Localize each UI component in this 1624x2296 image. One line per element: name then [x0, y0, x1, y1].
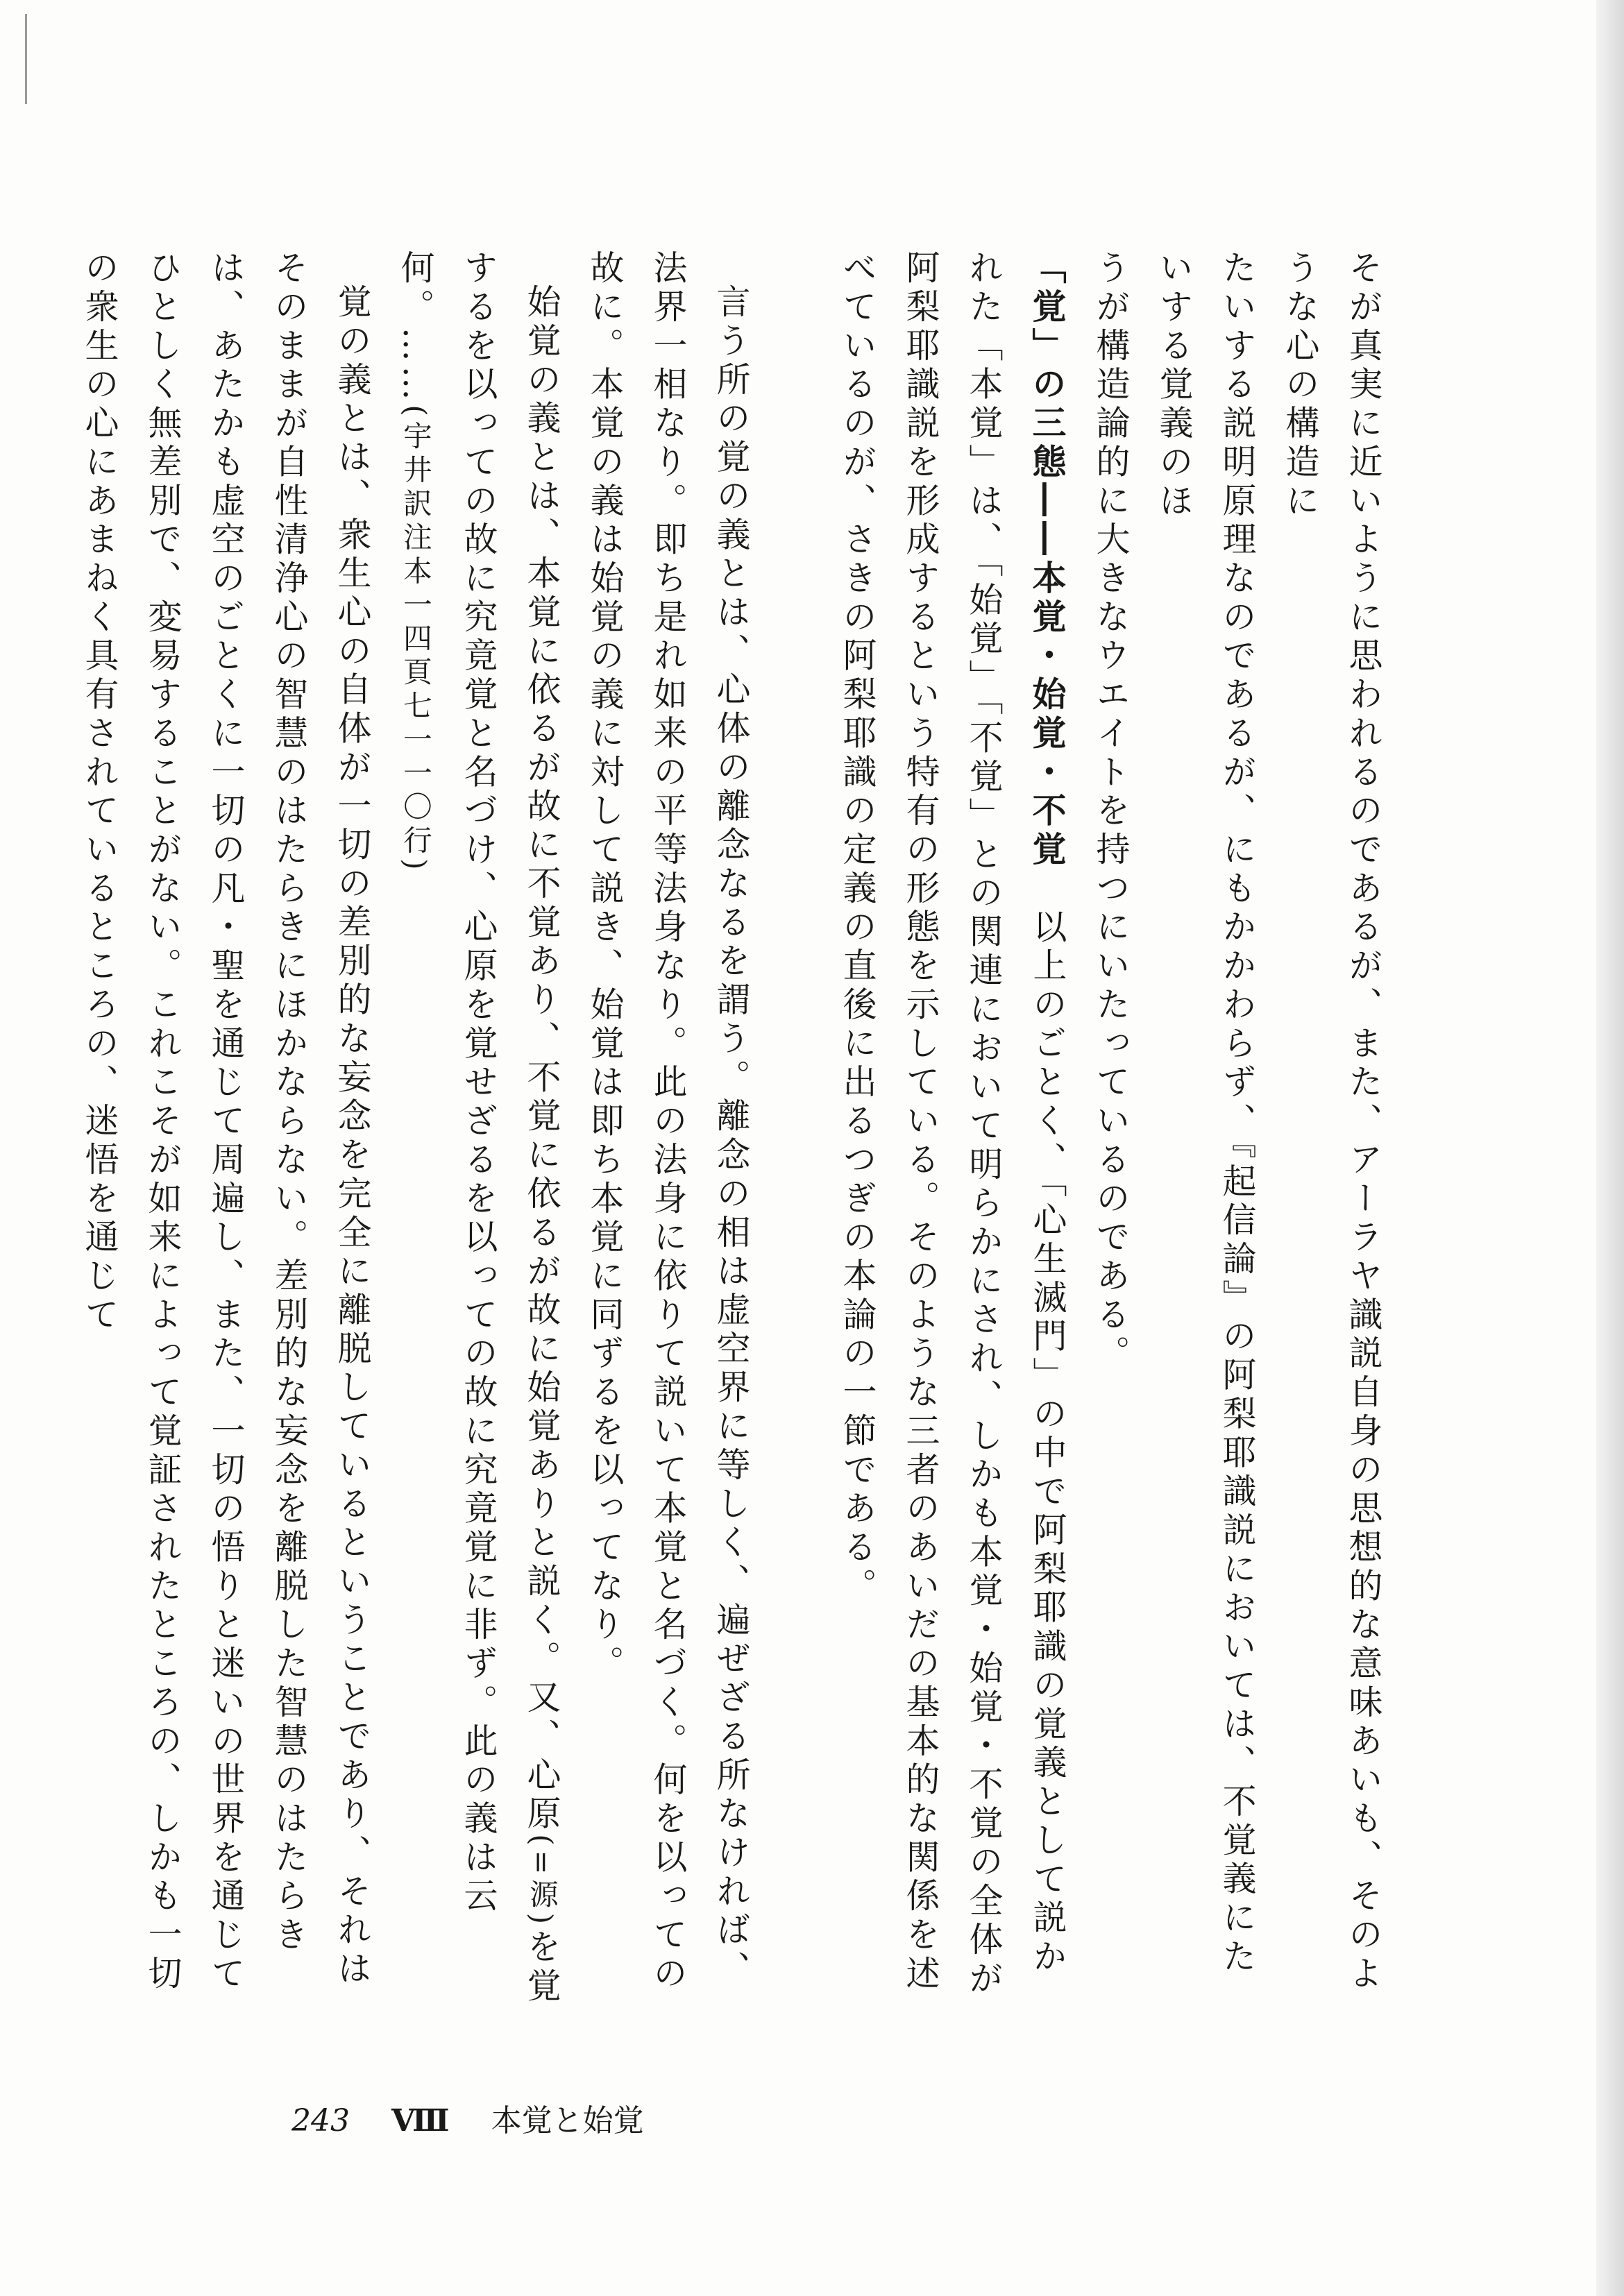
paragraph-1-line-3: うが構造論的に大きなウエイトを持つにいたっているのである。 [1091, 250, 1131, 1374]
quote-text-a: 始覚の義とは、本覚に依るが故に不覚あり、不覚に依るが故に始覚ありと説く。又、心原 [522, 284, 561, 1835]
quote-citation: (宇井訳注本一四頁七一一〇行) [398, 405, 432, 875]
scan-edge [1596, 0, 1624, 2296]
vertical-text-body [80, 250, 1395, 2012]
quote-paragraph-1: 言う所の覚の義とは、心体の離念なるを謂う。離念の相は虚空界に等しく、遍ぜざる所なければ、法界一相なり。即ち是れ如来の平等法身なり。此の法身に依りて説いて本覚と名づく。何を以っての故に。本覚の義は始覚の義に対して説き、始覚は即ち本覚に同ずるを以ってなり。 [585, 250, 751, 1994]
margin-rule [25, 14, 27, 104]
heading-paragraph [826, 250, 1079, 2012]
page-footer [291, 2095, 644, 2140]
quote-note: (=源) [525, 1834, 559, 1929]
quote-text-b: を覚するを以っての故に究竟覚と名づけ、心原を覚せざるを以っての故に究竟覚に非ず。此の義は云何。…… [396, 250, 561, 2007]
paragraph-1-line-2: たいする説明原理なのであるが、にもかかわらず、『起信論』の阿梨耶識説においては、不覚義にたいする覚義のほ [1154, 250, 1257, 1978]
chapter-title: 本覚と始覚 [491, 2103, 644, 2138]
quote-paragraph-2 [384, 250, 573, 2012]
section-heading: 「覚」の三態――本覚・始覚・不覚 [1027, 250, 1067, 870]
chapter-number: Ⅷ [391, 2103, 450, 2138]
paragraph-1-line-1: そが真実に近いように思われるのであるが、また、アーラヤ識説自身の思想的な意味あいも、そのような心の構造に [1280, 250, 1383, 1994]
page-number: 243 [291, 2103, 350, 2138]
heading-paragraph-text: 以上のごとく、「心生滅門」の中で阿梨耶識の覚義として説かれた「本覚」は、「始覚」「不覚」との関連において明らかにされ、しかも本覚・始覚・不覚の全体が阿梨耶識説を形成するという特有の形態を示している。そのような三者のあいだの基本的な関係を述べているのが、さきの阿梨耶識の定義の直後に出るつぎの本論の一節である。 [838, 250, 1067, 1999]
paragraph-2: 覚の義とは、衆生心の自体が一切の差別的な妄念を完全に離脱しているということであり、それはそのままが自性清浄心の智慧のはたらきにほかならない。差別的な妄念を離脱した智慧のはたらきは、あたかも虚空のごとくに一切の凡・聖を通じて周遍し、また、一切の悟りと迷いの世界を通じてひとしく無差別で、変易することがない。これこそが如来によって覚証されたところの、しかも一切の衆生の心にあまねく具有されているところの、迷悟を通じて [80, 250, 372, 1994]
